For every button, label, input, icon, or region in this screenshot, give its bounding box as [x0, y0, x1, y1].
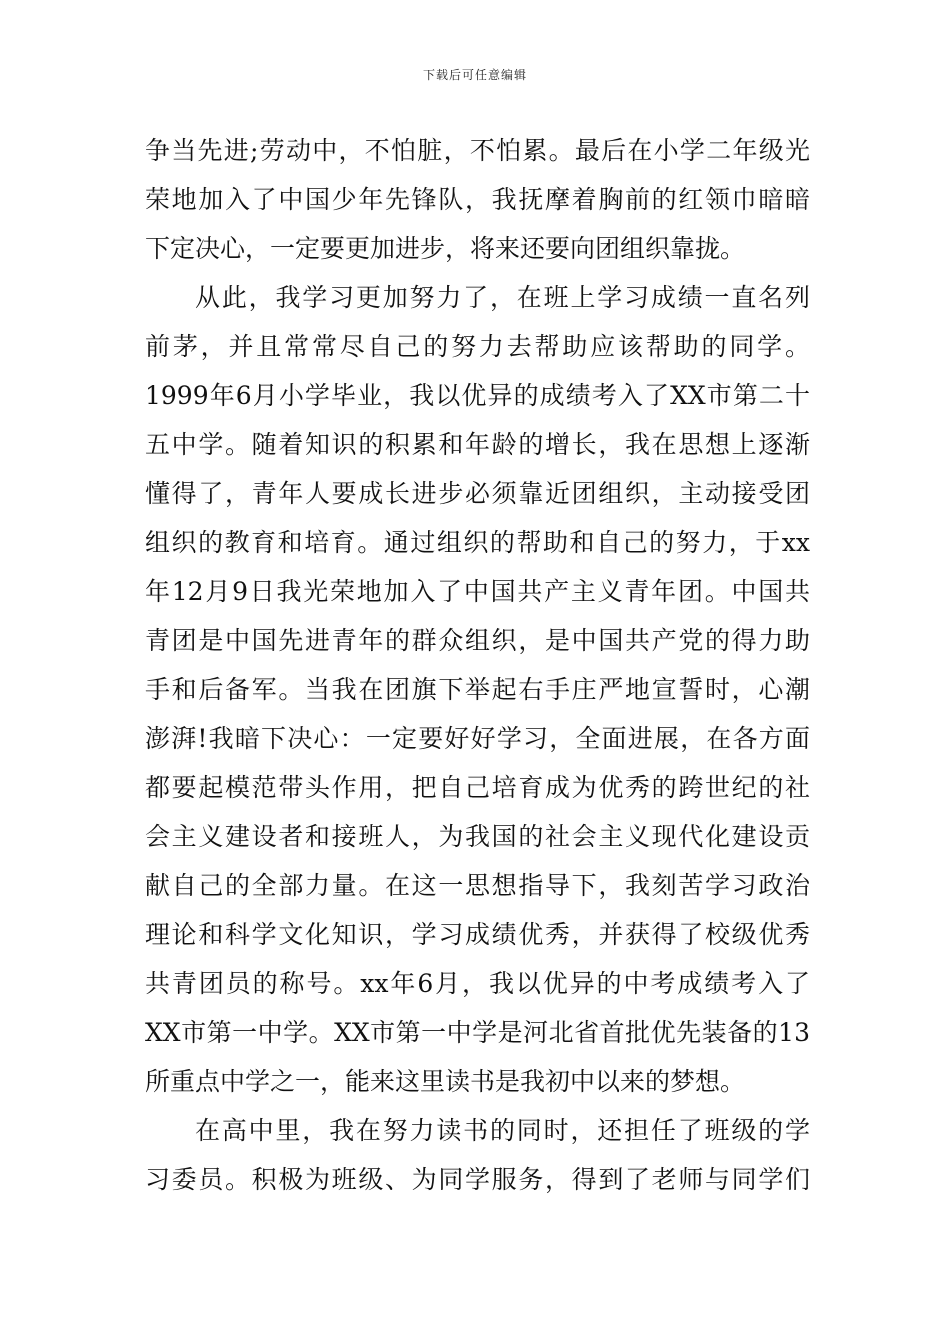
- text-line: 都要起模范带头作用，把自己培育成为优秀的跨世纪的社: [145, 773, 810, 802]
- text-line: 献自己的全部力量。在这一思想指导下，我刻苦学习政治: [145, 871, 810, 900]
- text-line: 前茅，并且常常尽自己的努力去帮助应该帮助的同学。: [145, 332, 810, 361]
- text-line: 懂得了，青年人要成长进步必须靠近团组织，主动接受团: [145, 479, 810, 508]
- body-text: [145, 126, 810, 1204]
- text-line: 习委员。积极为班级、为同学服务，得到了老师与同学们: [145, 1165, 810, 1194]
- text-line: 争当先进;劳动中，不怕脏，不怕累。最后在小学二年级光: [145, 136, 810, 165]
- text-line: 1999年6月小学毕业，我以优异的成绩考入了XX市第二十: [145, 381, 810, 410]
- text-line: 荣地加入了中国少年先锋队，我抚摩着胸前的红领巾暗暗: [145, 185, 810, 214]
- text-line: 澎湃!我暗下决心：一定要好好学习，全面进展，在各方面: [145, 724, 810, 753]
- text-line: 年12月9日我光荣地加入了中国共产主义青年团。中国共: [145, 577, 810, 606]
- text-line: 青团是中国先进青年的群众组织，是中国共产党的得力助: [145, 626, 810, 655]
- text-line: 五中学。随着知识的积累和年龄的增长，我在思想上逐渐: [145, 430, 810, 459]
- page-header: 下载后可任意编辑: [422, 68, 527, 82]
- text-line: 会主义建设者和接班人，为我国的社会主义现代化建设贡: [145, 822, 810, 851]
- text-line: 下定决心，一定要更加进步，将来还要向团组织靠拢。: [145, 234, 746, 263]
- text-line: 手和后备军。当我在团旗下举起右手庄严地宣誓时，心潮: [145, 675, 810, 704]
- paragraph-first-line: 从此，我学习更加努力了，在班上学习成绩一直名列: [195, 283, 810, 312]
- paragraph-first-line: 在高中里，我在努力读书的同时，还担任了班级的学: [195, 1116, 810, 1145]
- text-line: 理论和科学文化知识，学习成绩优秀，并获得了校级优秀: [145, 920, 810, 949]
- text-line: XX市第一中学。XX市第一中学是河北省首批优先装备的13: [145, 1018, 810, 1047]
- text-line: 所重点中学之一，能来这里读书是我初中以来的梦想。: [145, 1067, 746, 1096]
- text-line: 共青团员的称号。xx年6月，我以优异的中考成绩考入了: [145, 969, 810, 998]
- text-line: 组织的教育和培育。通过组织的帮助和自己的努力，于xx: [145, 528, 810, 557]
